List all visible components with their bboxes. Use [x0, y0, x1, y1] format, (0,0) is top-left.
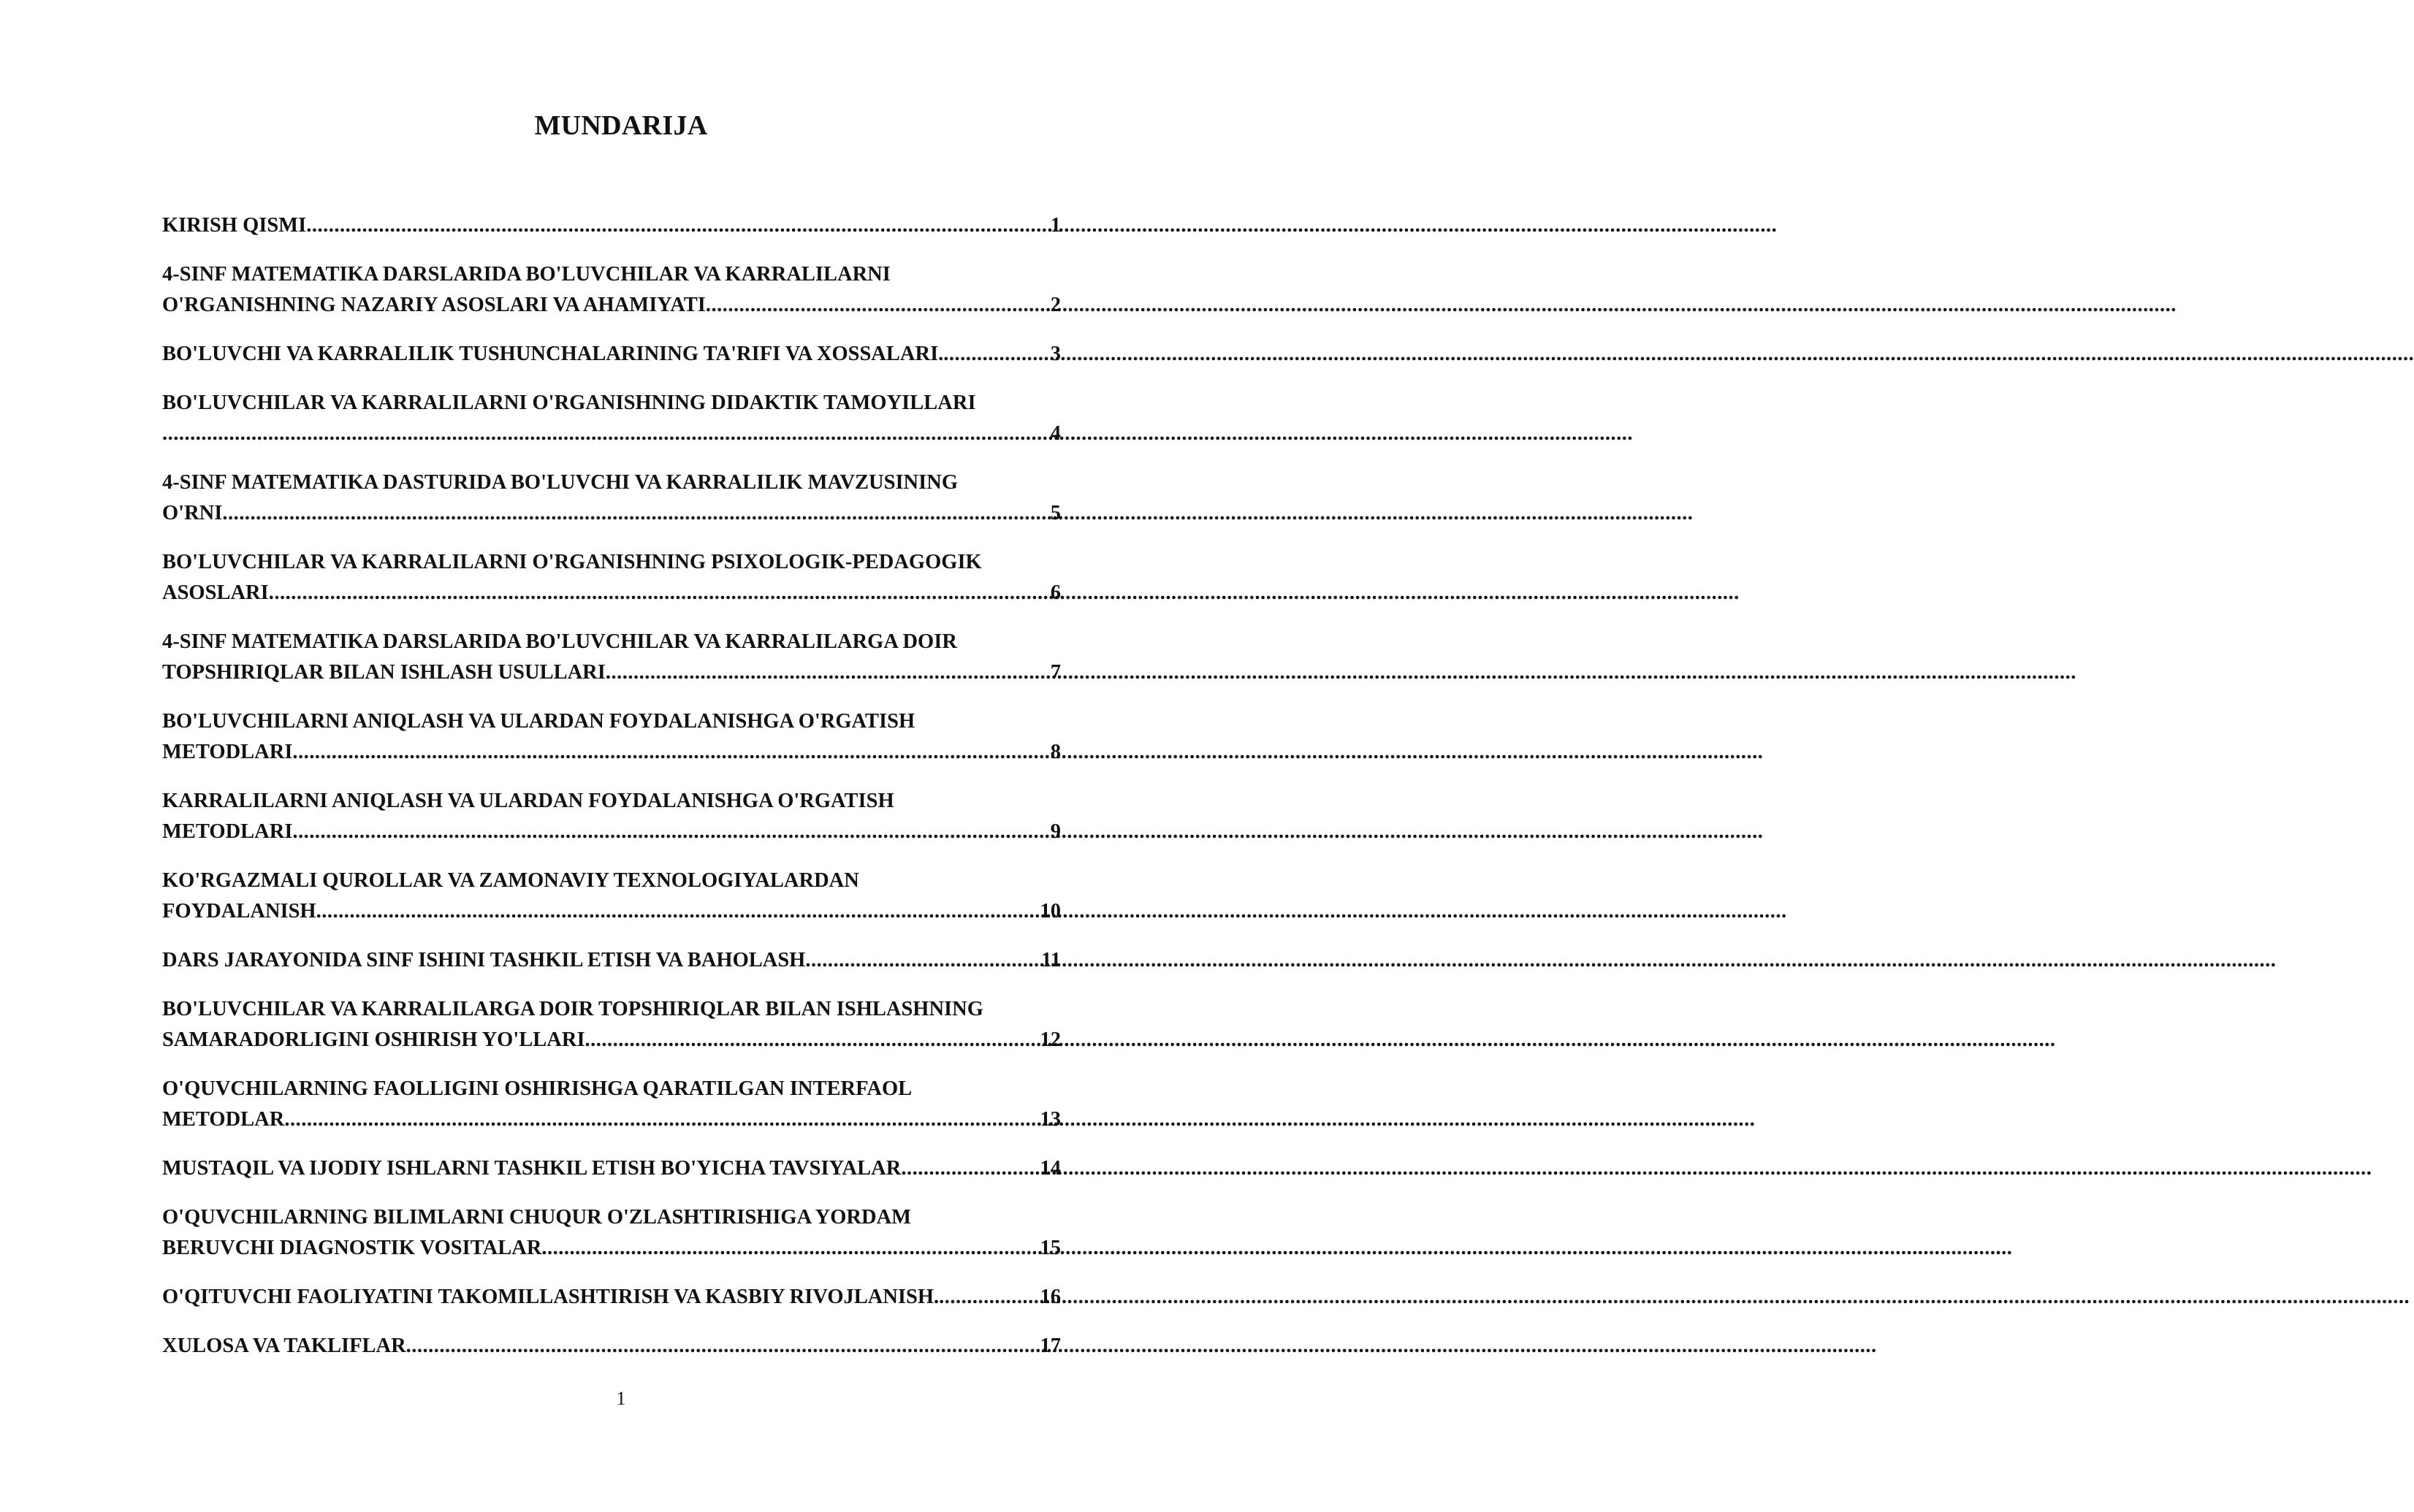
toc-entry[interactable] — [162, 866, 1061, 927]
toc-dot-leader — [805, 945, 1040, 976]
toc-entry-title: MUSTAQIL VA IJODIY ISHLARNI TASHKIL ETISH BO'YICHA TAVSIYALAR — [162, 1157, 902, 1180]
toc-entry-title: TOPSHIRIQLAR BILAN ISHLASH USULLARI — [162, 661, 606, 684]
toc-entry[interactable] — [162, 547, 1061, 608]
toc-entry[interactable] — [162, 945, 1061, 976]
toc-entry[interactable] — [162, 259, 1061, 321]
toc-page-number: 14 — [1040, 1157, 1061, 1180]
toc-entry-title: O'RNI — [162, 502, 223, 524]
toc-entry-title: DARS JARAYONIDA SINF ISHINI TASHKIL ETISH VA BAHOLASH — [162, 949, 806, 971]
toc-entry-title-line: BO'LUVCHILAR VA KARRALILARGA DOIR TOPSHIRIQLAR BILAN ISHLASHNING — [162, 998, 983, 1020]
toc-entry-last-line — [162, 1025, 1061, 1055]
document-page — [0, 0, 1169, 1512]
toc-dot-leader — [162, 419, 1049, 449]
toc-entry-last-line — [162, 578, 1061, 608]
toc-entry-last-line — [162, 290, 1061, 321]
toc-page-number: 15 — [1040, 1237, 1061, 1259]
toc-dot-leader — [292, 817, 1048, 847]
toc-entry-title: FOYDALANISH — [162, 900, 316, 923]
toc-entry[interactable] — [162, 1202, 1061, 1264]
toc-dot-leader — [943, 339, 1048, 370]
toc-entry[interactable] — [162, 786, 1061, 847]
toc-entry-title: KIRISH QISMI — [162, 214, 307, 237]
toc-entry-title: SAMARADORLIGINI OSHIRISH YO'LLARI — [162, 1028, 585, 1051]
toc-dot-leader — [316, 896, 1039, 927]
toc-entry-last-line — [162, 339, 1061, 370]
toc-entry-title-line: O'QUVCHILARNING BILIMLARNI CHUQUR O'ZLASHTIRISHIGA YORDAM — [162, 1206, 912, 1229]
toc-page-number: 17 — [1040, 1335, 1061, 1357]
page-number: 1 — [616, 1388, 626, 1409]
toc-page-number: 9 — [1050, 820, 1061, 843]
toc-entry-title: METODLAR — [162, 1108, 285, 1131]
toc-entry[interactable] — [162, 339, 1061, 370]
toc-entry-last-line — [162, 419, 1061, 449]
toc-entry[interactable] — [162, 388, 1061, 449]
toc-entry-last-line — [162, 1282, 1061, 1313]
toc-entry[interactable] — [162, 210, 1061, 241]
toc-entry-title: METODLARI — [162, 820, 293, 843]
toc-page-number: 1 — [1050, 214, 1061, 237]
toc-entry-title-line: 4-SINF MATEMATIKA DARSLARIDA BO'LUVCHILAR VA KARRALILARNI — [162, 263, 891, 286]
toc-entry[interactable] — [162, 627, 1061, 688]
toc-page-number: 7 — [1050, 661, 1061, 684]
toc-entry-last-line — [162, 1233, 1061, 1264]
toc-entry-title: O'RGANISHNING NAZARIY ASOSLARI VA AHAMIYATI — [162, 294, 706, 316]
toc-dot-leader — [585, 1025, 1039, 1055]
toc-entry[interactable] — [162, 467, 1061, 529]
toc-page-number: 11 — [1041, 949, 1061, 971]
toc-entry-title-line: 4-SINF MATEMATIKA DASTURIDA BO'LUVCHI VA KARRALILIK MAVZUSINING — [162, 471, 958, 494]
toc-page-number: 13 — [1040, 1108, 1061, 1131]
page-title: MUNDARIJA — [534, 110, 708, 141]
toc-page-number: 5 — [1050, 502, 1061, 524]
toc-entry-title-line: BO'LUVCHILAR VA KARRALILARNI O'RGANISHNING PSIXOLOGIK-PEDAGOGIK — [162, 551, 982, 573]
toc-dot-leader — [406, 1331, 1039, 1362]
toc-dot-leader — [939, 1282, 1038, 1313]
toc-page-number: 16 — [1040, 1286, 1061, 1308]
toc-dot-leader — [269, 578, 1049, 608]
toc-entry-last-line — [162, 657, 1061, 688]
toc-entry[interactable] — [162, 1282, 1061, 1313]
toc-entry-title-line: BO'LUVCHILARNI ANIQLASH VA ULARDAN FOYDALANISHGA O'RGATISH — [162, 710, 915, 733]
toc-entry-title: O'QITUVCHI FAOLIYATINI TAKOMILLASHTIRISH VA KASBIY RIVOJLANISH. — [162, 1286, 940, 1308]
toc-entry[interactable] — [162, 1331, 1061, 1362]
toc-dot-leader — [901, 1153, 1038, 1184]
toc-entry-title: ASOSLARI — [162, 581, 269, 604]
toc-entry-title: XULOSA VA TAKLIFLAR — [162, 1335, 406, 1357]
toc-entry[interactable] — [162, 706, 1061, 768]
toc-dot-leader — [541, 1233, 1038, 1264]
toc-entry-last-line — [162, 210, 1061, 241]
toc-page-number: 3 — [1050, 343, 1061, 365]
toc-entry-title-line: KARRALILARNI ANIQLASH VA ULARDAN FOYDALANISHGA O'RGATISH — [162, 790, 894, 812]
toc-entry-last-line — [162, 1331, 1061, 1362]
toc-entry-last-line — [162, 896, 1061, 927]
toc-entry[interactable] — [162, 994, 1061, 1055]
toc-entry-last-line — [162, 945, 1061, 976]
toc-entry-title-line: BO'LUVCHILAR VA KARRALILARNI O'RGANISHNING DIDAKTIK TAMOYILLARI — [162, 392, 976, 414]
toc-page-number: 2 — [1050, 294, 1061, 316]
toc-dot-leader — [306, 210, 1049, 241]
toc-dot-leader — [706, 290, 1049, 321]
toc-entry-title: METODLARI — [162, 741, 293, 763]
toc-entry-last-line — [162, 817, 1061, 847]
toc-page-number: 4 — [1050, 422, 1061, 445]
toc-entry-last-line — [162, 1153, 1061, 1184]
toc-dot-leader — [606, 657, 1049, 688]
toc-entry[interactable] — [162, 1074, 1061, 1135]
toc-page-number: 10 — [1040, 900, 1061, 923]
toc-page-number: 12 — [1040, 1028, 1061, 1051]
toc-entry-title: BO'LUVCHI VA KARRALILIK TUSHUNCHALARINING TA'RIFI VA XOSSALARI. — [162, 343, 944, 365]
toc-page-number: 8 — [1050, 741, 1061, 763]
toc-dot-leader — [292, 737, 1048, 768]
toc-entry-title-line: KO'RGAZMALI QUROLLAR VA ZAMONAVIY TEXNOLOGIYALARDAN — [162, 869, 859, 892]
toc-entry[interactable] — [162, 1153, 1061, 1184]
toc-entry-title-line: 4-SINF MATEMATIKA DARSLARIDA BO'LUVCHILAR VA KARRALILARGA DOIR — [162, 630, 957, 653]
toc-dot-leader — [222, 498, 1048, 529]
toc-dot-leader — [284, 1104, 1038, 1135]
toc-page-number: 6 — [1050, 581, 1061, 604]
table-of-contents — [162, 210, 1061, 1380]
toc-entry-title-line: O'QUVCHILARNING FAOLLIGINI OSHIRISHGA QARATILGAN INTERFAOL — [162, 1077, 913, 1100]
toc-entry-last-line — [162, 737, 1061, 768]
toc-entry-last-line — [162, 1104, 1061, 1135]
toc-entry-last-line — [162, 498, 1061, 529]
toc-entry-title: BERUVCHI DIAGNOSTIK VOSITALAR — [162, 1237, 542, 1259]
